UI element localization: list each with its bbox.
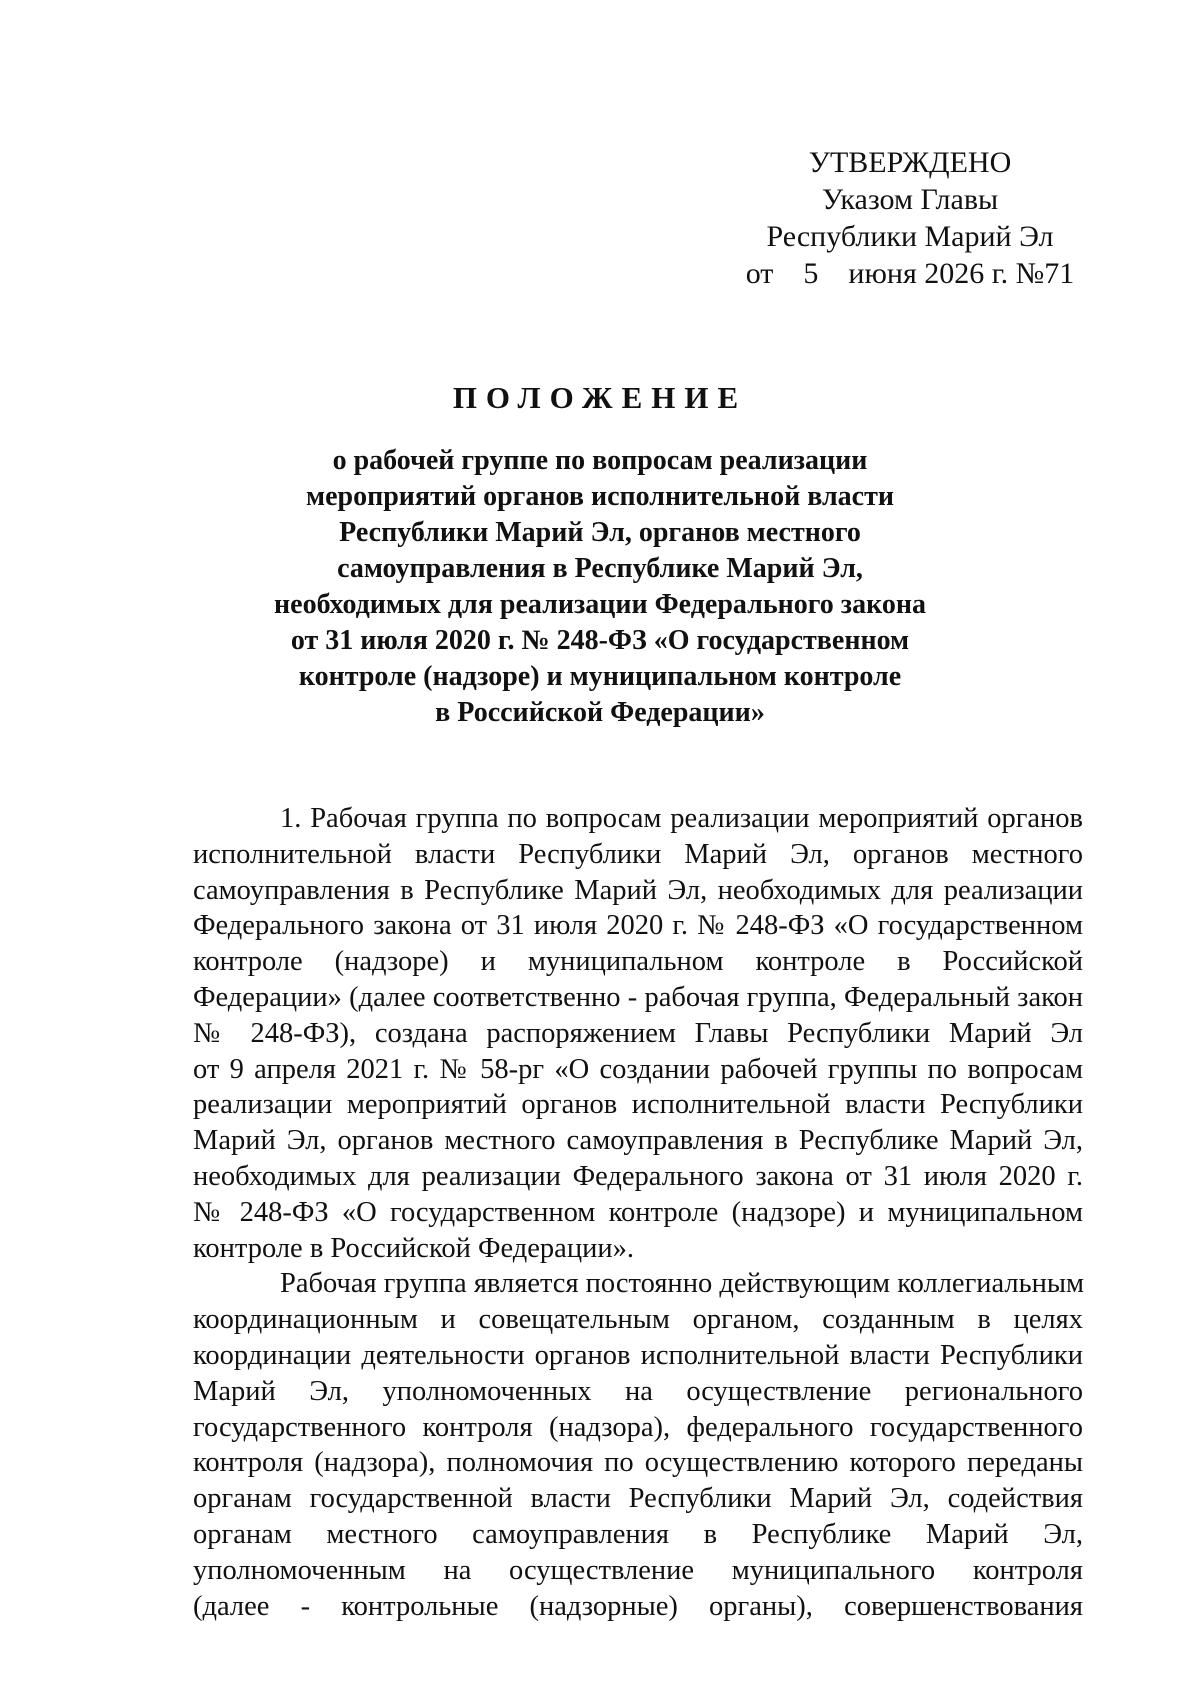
subtitle-line: контроле (надзоре) и муниципальном контроле bbox=[298, 661, 902, 692]
text-line: исполнительной власти Республики Марий Эл, органов местного bbox=[193, 838, 1083, 870]
text-line: контроле в Российской Федерации». bbox=[193, 1232, 634, 1264]
subtitle-line: Республики Марий Эл, органов местного bbox=[339, 517, 861, 548]
document-body bbox=[193, 801, 1083, 1624]
text-line: органам местного самоуправления в Республике Марий Эл, bbox=[193, 1518, 1083, 1550]
text-line: контроля (надзора), полномочия по осуществлению которого переданы bbox=[193, 1447, 1083, 1479]
text-line: контроле (надзоре) и муниципальном контроле в Российской bbox=[193, 946, 1083, 978]
text-line: № 248-ФЗ), создана распоряжением Главы Республики Марий Эл bbox=[193, 1017, 1083, 1049]
approval-date-line: от 5 июня 2026 г. №71 bbox=[745, 257, 1075, 290]
text-line: от 9 апреля 2021 г. № 58-рг «О создании рабочей группы по вопросам bbox=[193, 1053, 1083, 1085]
approval-stamp bbox=[720, 144, 1100, 292]
document-subtitle bbox=[250, 443, 950, 731]
text-line: Рабочая группа является постоянно действующим коллегиальным bbox=[280, 1268, 1085, 1300]
text-line: государственного контроля (надзора), федерального государственного bbox=[193, 1411, 1083, 1443]
text-line: необходимых для реализации Федерального закона от 31 июля 2020 г. bbox=[193, 1160, 1083, 1192]
paragraph-1 bbox=[193, 801, 1083, 1266]
subtitle-line: самоуправления в Республике Марий Эл, bbox=[337, 553, 863, 584]
text-line: координационным и совещательным органом, созданным в целях bbox=[193, 1304, 1083, 1336]
text-line: 1. Рабочая группа по вопросам реализации мероприятий органов bbox=[280, 803, 1083, 834]
subtitle-line: в Российской Федерации» bbox=[435, 697, 765, 728]
text-line: реализации мероприятий органов исполнительной власти Республики bbox=[193, 1089, 1083, 1121]
approval-line: Республики Марий Эл bbox=[766, 220, 1054, 253]
text-line: (далее - контрольные (надзорные) органы), совершенствования bbox=[193, 1590, 1083, 1622]
text-line: координации деятельности органов исполнительной власти Республики bbox=[193, 1339, 1083, 1371]
text-line: Марий Эл, органов местного самоуправления в Республике Марий Эл, bbox=[193, 1125, 1083, 1157]
text-line: самоуправления в Республике Марий Эл, необходимых для реализации bbox=[193, 874, 1083, 906]
subtitle-line: от 31 июля 2020 г. № 248-ФЗ «О государственном bbox=[290, 625, 910, 656]
document-title: ПОЛОЖЕНИЕ bbox=[452, 380, 748, 415]
text-line: Федерации» (далее соответственно - рабочая группа, Федеральный закон bbox=[193, 981, 1083, 1013]
subtitle-line: необходимых для реализации Федерального закона bbox=[274, 589, 926, 620]
subtitle-line: о рабочей группе по вопросам реализации bbox=[332, 445, 868, 476]
paragraph-2 bbox=[193, 1266, 1083, 1624]
text-line: уполномоченным на осуществление муниципального контроля bbox=[193, 1554, 1083, 1586]
subtitle-line: мероприятий органов исполнительной власти bbox=[306, 481, 894, 512]
text-line: № 248-ФЗ «О государственном контроле (надзоре) и муниципальном bbox=[193, 1196, 1083, 1228]
approval-heading: УТВЕРЖДЕНО bbox=[808, 146, 1012, 179]
text-line: органам государственной власти Республики Марий Эл, содействия bbox=[193, 1483, 1083, 1515]
text-line: Марий Эл, уполномоченных на осуществление регионального bbox=[193, 1375, 1083, 1407]
text-line: Федерального закона от 31 июля 2020 г. № 248-ФЗ «О государственном bbox=[193, 910, 1083, 942]
approval-line: Указом Главы bbox=[821, 183, 999, 216]
